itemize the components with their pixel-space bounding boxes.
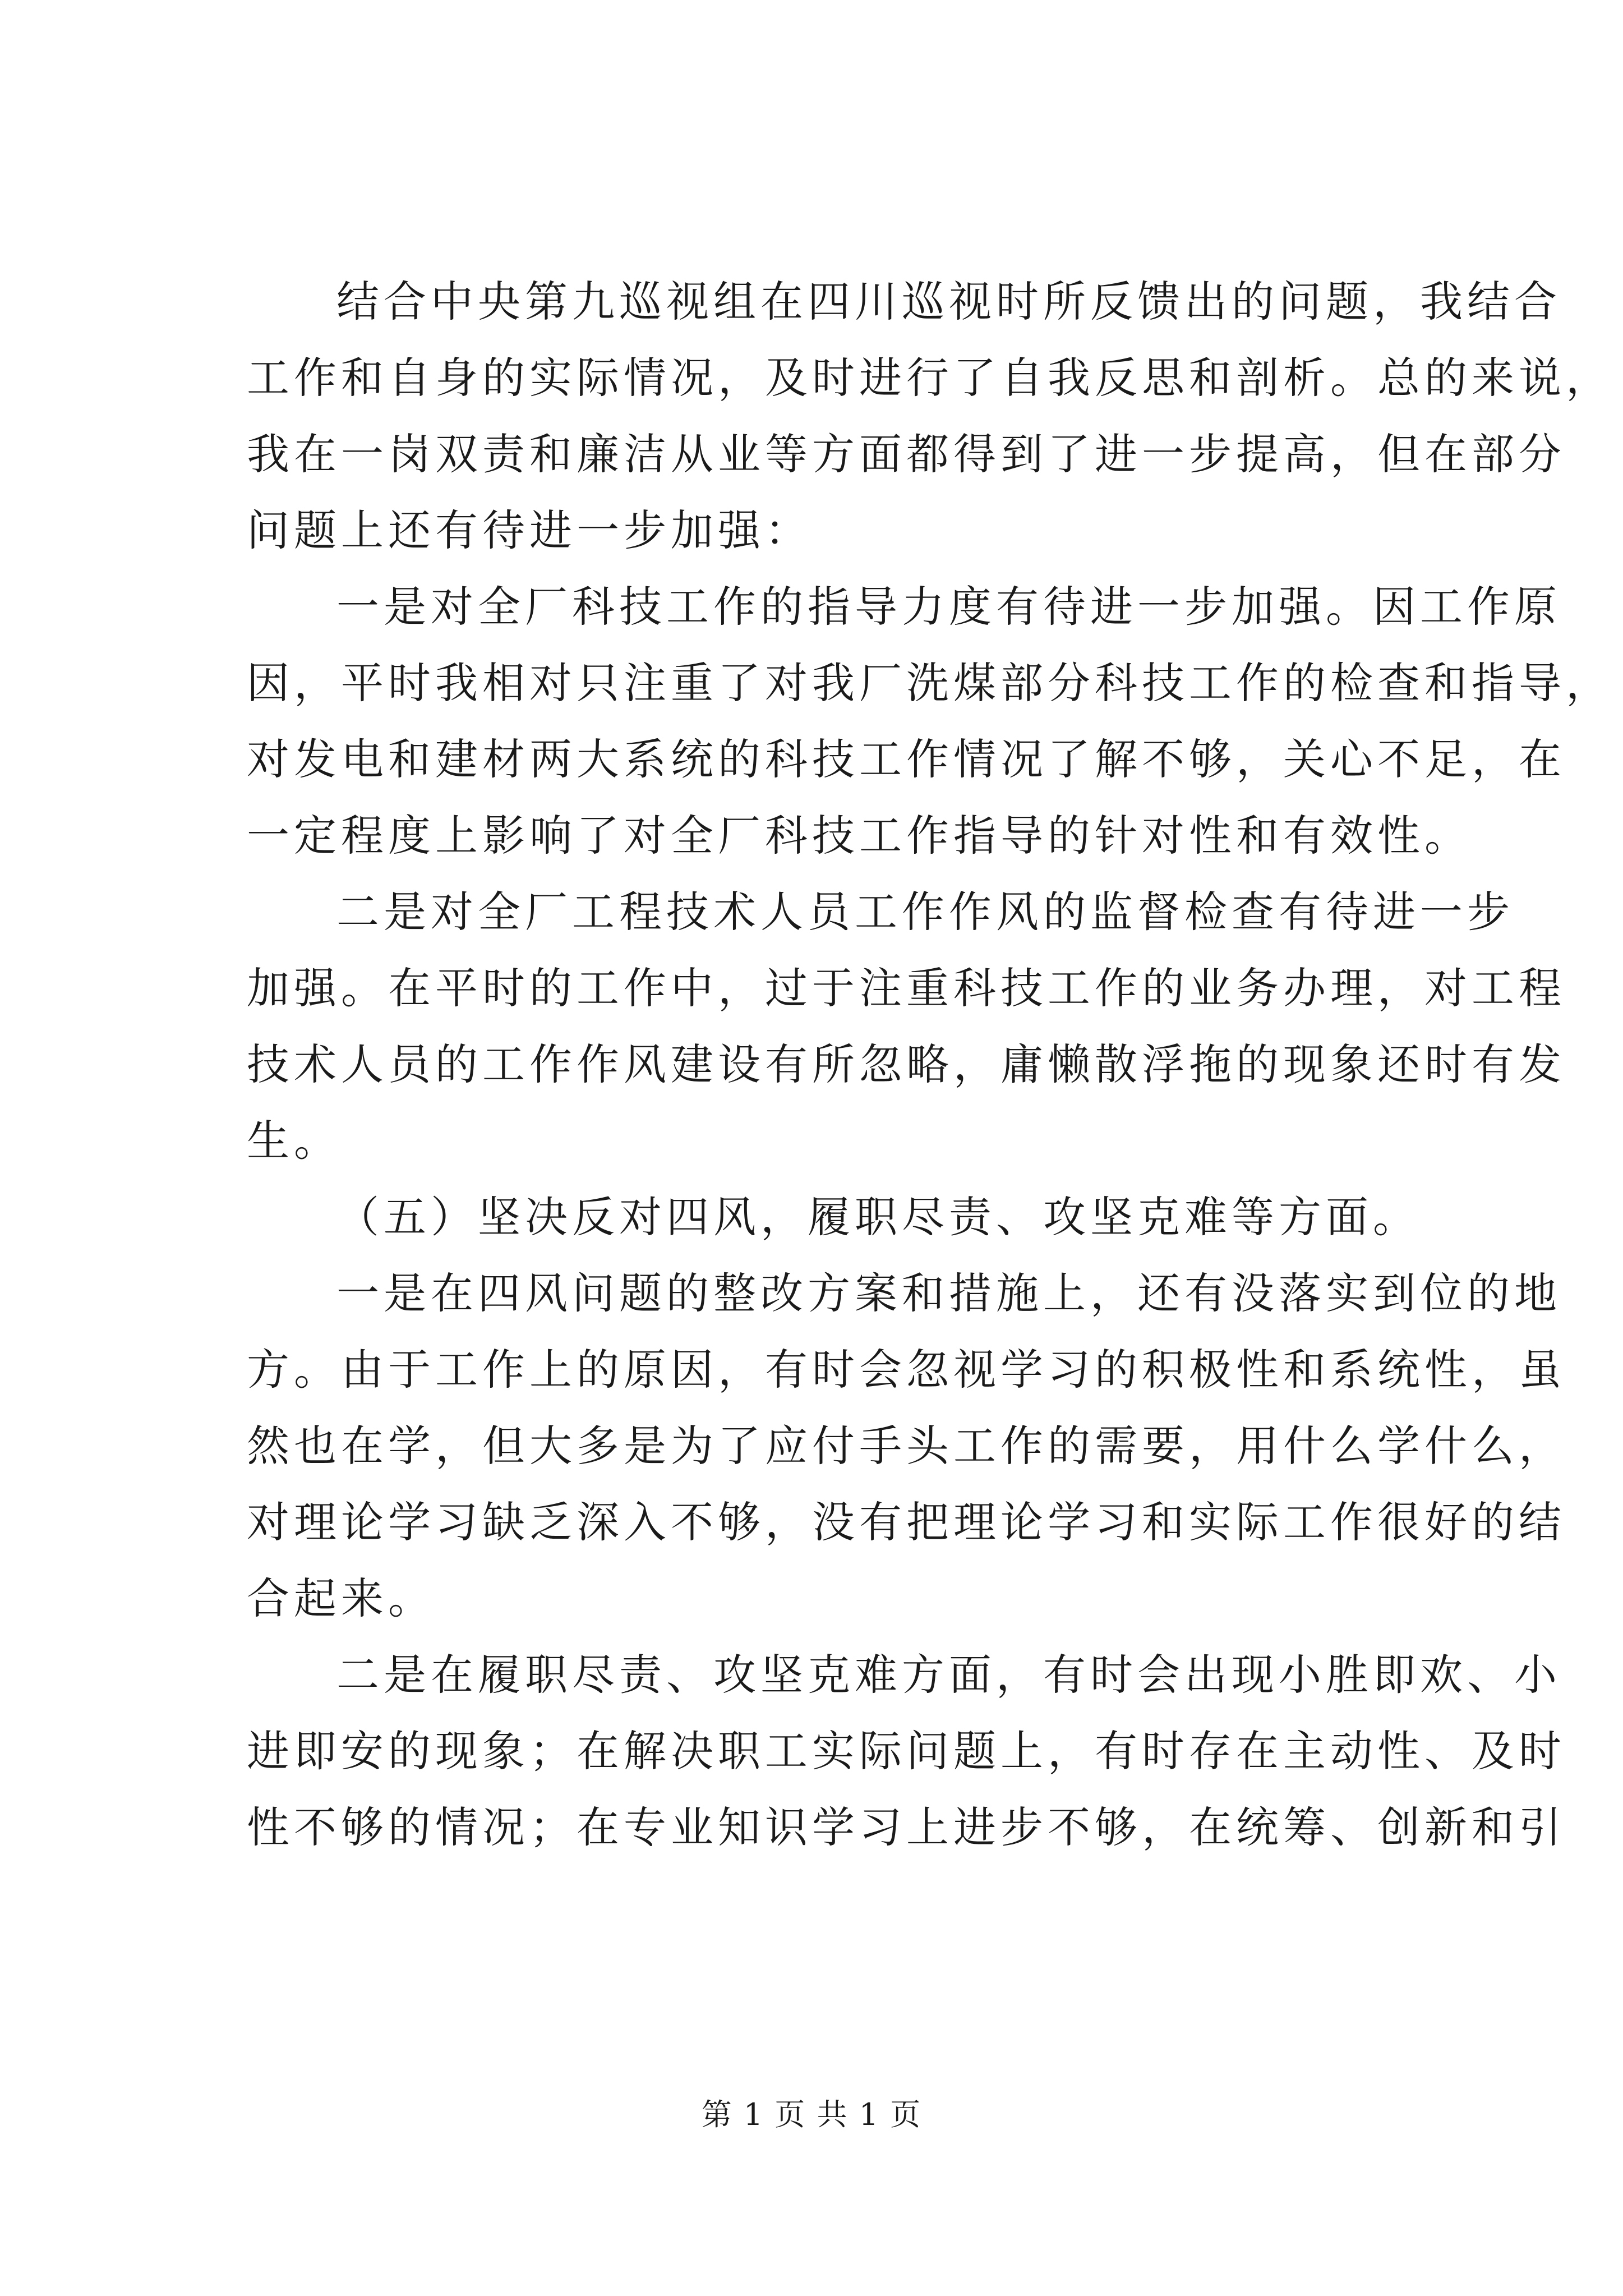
document-body (247, 264, 1613, 1866)
section-heading (247, 1179, 1424, 1255)
text-line: 对理论学习缺乏深入不够，没有把理论学习和实际工作很好的结 (247, 1497, 1566, 1547)
text-line: 一是对全厂科技工作的指导力度有待进一步加强。因工作原 (336, 582, 1561, 632)
text-line: 结合中央第九巡视组在四川巡视时所反馈出的问题，我结合 (336, 277, 1561, 326)
text-line: 一是在四风问题的整改方案和措施上，还有没落实到位的地 (336, 1268, 1561, 1318)
text-line: 性不够的情况；在专业知识学习上进步不够，在统筹、创新和引 (247, 1802, 1566, 1852)
text-line: 方。由于工作上的原因，有时会忽视学习的积极性和系统性，虽 (247, 1345, 1566, 1395)
paragraph (247, 569, 1613, 874)
page-footer: 第 1 页 共 1 页 (701, 2097, 922, 2132)
text-line: 进即安的现象；在解决职工实际问题上，有时存在主动性、及时 (247, 1726, 1566, 1776)
text-line: 技术人员的工作作风建设有所忽略，庸懒散浮拖的现象还时有发 (247, 1039, 1566, 1089)
text-line: 合起来。 (247, 1573, 435, 1623)
text-line: 加强。在平时的工作中，过于注重科技工作的业务办理，对工程 (247, 963, 1566, 1013)
paragraph (247, 264, 1613, 569)
text-line: 问题上还有待进一步加强： (247, 505, 812, 555)
text-line: 一定程度上影响了对全厂科技工作指导的针对性和有效性。 (247, 811, 1472, 861)
paragraph (247, 874, 1566, 1179)
text-line: 生。 (247, 1116, 341, 1166)
text-line: 二是对全厂工程技术人员工作作风的监督检查有待进一步 (336, 887, 1514, 937)
text-line: （五）坚决反对四风，履职尽责、攻坚克难等方面。 (336, 1192, 1420, 1242)
paragraph (247, 1637, 1566, 1866)
text-line: 我在一岗双责和廉洁从业等方面都得到了进一步提高，但在部分 (247, 429, 1566, 479)
text-line: 因，平时我相对只注重了对我厂洗煤部分科技工作的检查和指导， (247, 658, 1613, 708)
text-line: 对发电和建材两大系统的科技工作情况了解不够，关心不足，在 (247, 734, 1566, 784)
paragraph (247, 1255, 1566, 1637)
text-line: 然也在学，但大多是为了应付手头工作的需要，用什么学什么， (247, 1421, 1566, 1471)
text-line: 二是在履职尽责、攻坚克难方面，有时会出现小胜即欢、小 (336, 1650, 1561, 1700)
text-line: 工作和自身的实际情况，及时进行了自我反思和剖析。总的来说， (247, 353, 1613, 403)
